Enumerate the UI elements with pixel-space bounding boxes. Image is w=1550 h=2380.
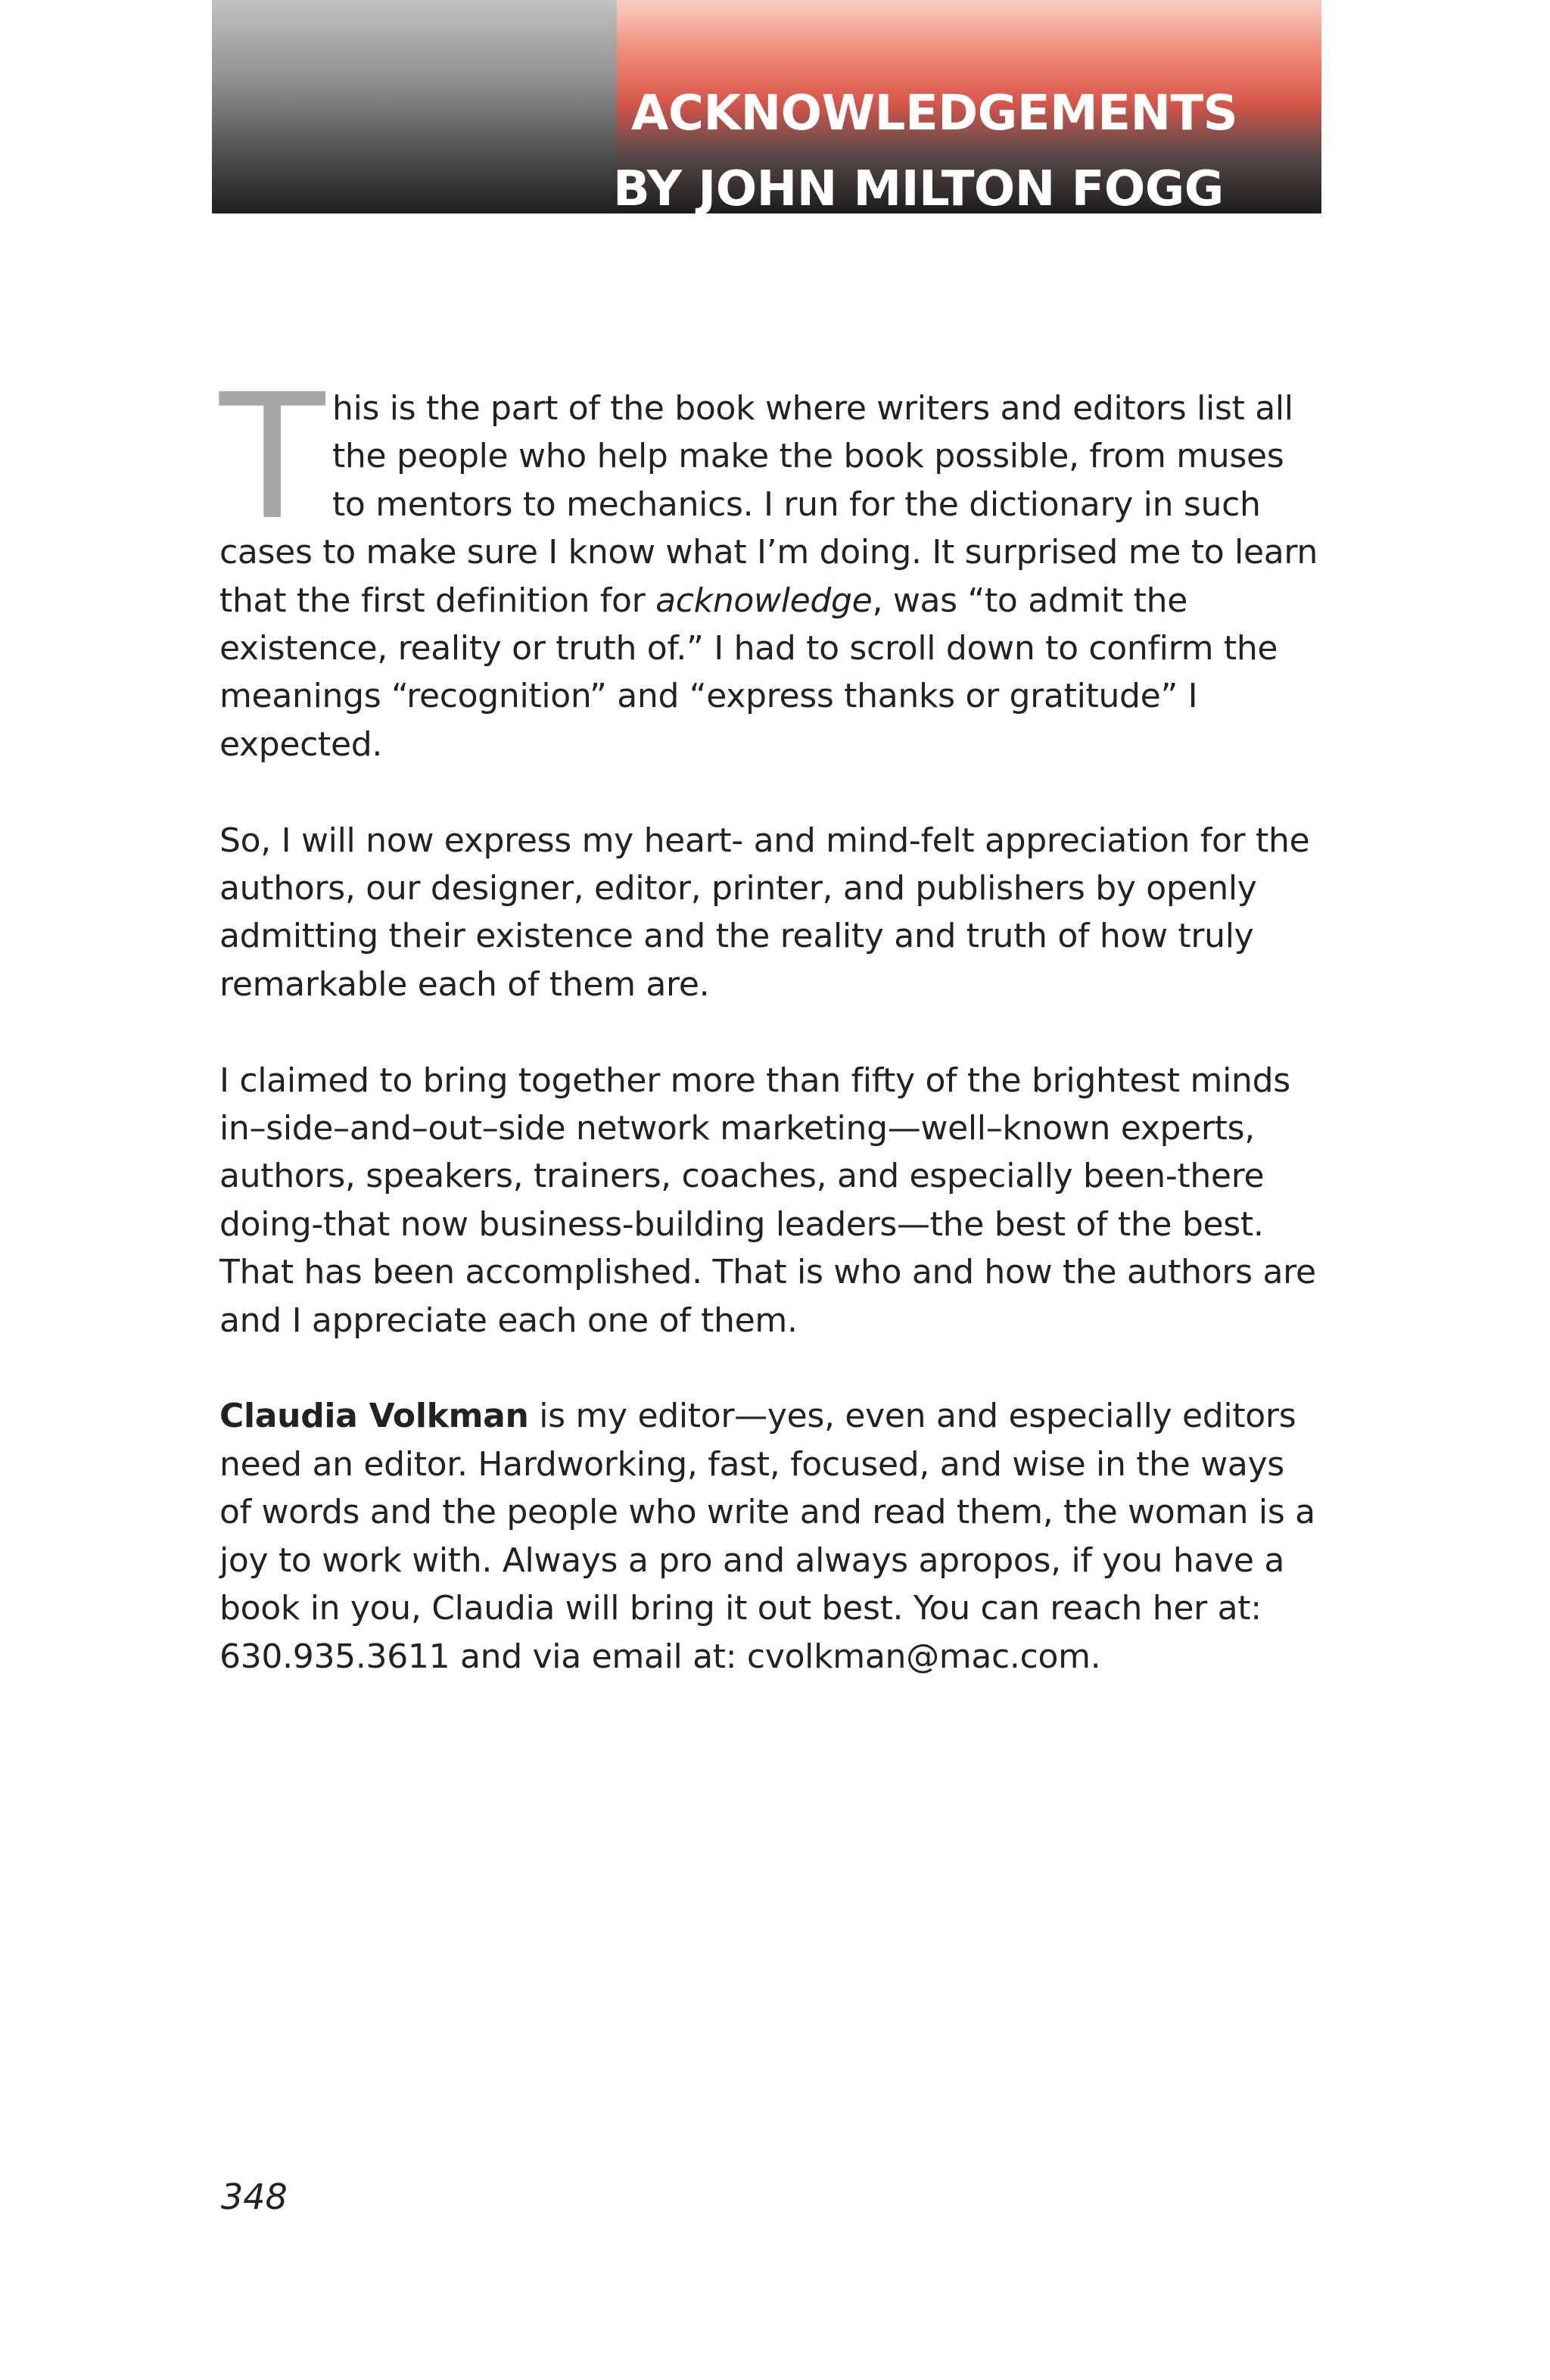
paragraph-intro-text-2: , was “to admit the existence, reality or truth of.” I had to scroll down to confirm the meanings “recognition” and “express thanks or gratitude” I expected. — [219, 581, 1278, 764]
paragraph-intro — [219, 357, 1324, 768]
paragraph-appreciation: So, I will now express my heart- and mind-felt appreciation for the authors, our designer, editor, printer, and publishers by openly admitting their existence and the reality and truth of how truly remarkable each of them are. — [219, 821, 1310, 1004]
drop-cap: T — [219, 357, 325, 558]
header-gray-panel — [212, 0, 617, 213]
paragraph-editor — [219, 1392, 1324, 1680]
chapter-byline: BY JOHN MILTON FOGG — [613, 161, 1224, 217]
page-number: 348 — [221, 2176, 288, 2217]
paragraph-editor-text: is my editor—yes, even and especially editors need an editor. Hardworking, fast, focused, and wise in the ways of words and the people who write and read them, the woman is a joy to work with. Always a pro and always apropos, if you have a book in you, Claudia will bring it out best. You can reach her at: 630.935.3611 and via email at: cvolkman@mac.com. — [219, 1397, 1315, 1676]
paragraph-authors: I claimed to bring together more than fifty of the brightest minds in–side–and–out–side network marketing—well–known experts, authors, speakers, trainers, coaches, and especially been-there doing-that now business-building leaders—the best of the best. That has been accomplished. That is who and how the authors are and I appreciate each one of them. — [219, 1061, 1316, 1340]
body-text — [219, 357, 1324, 1728]
editor-name: Claudia Volkman — [219, 1397, 529, 1436]
page-margin-right — [1321, 0, 1550, 220]
paragraph-intro-text-1: his is the part of the book where writers and editors list all the people who help make the book possible, from muses to mentors to mechanics. I run for the dictionary in such cases to make sure I know what I’m doing. It surprised me to learn that the first definition for — [219, 389, 1318, 620]
emphasized-word: acknowledge — [655, 581, 873, 620]
chapter-title: ACKNOWLEDGEMENTS — [631, 86, 1238, 142]
